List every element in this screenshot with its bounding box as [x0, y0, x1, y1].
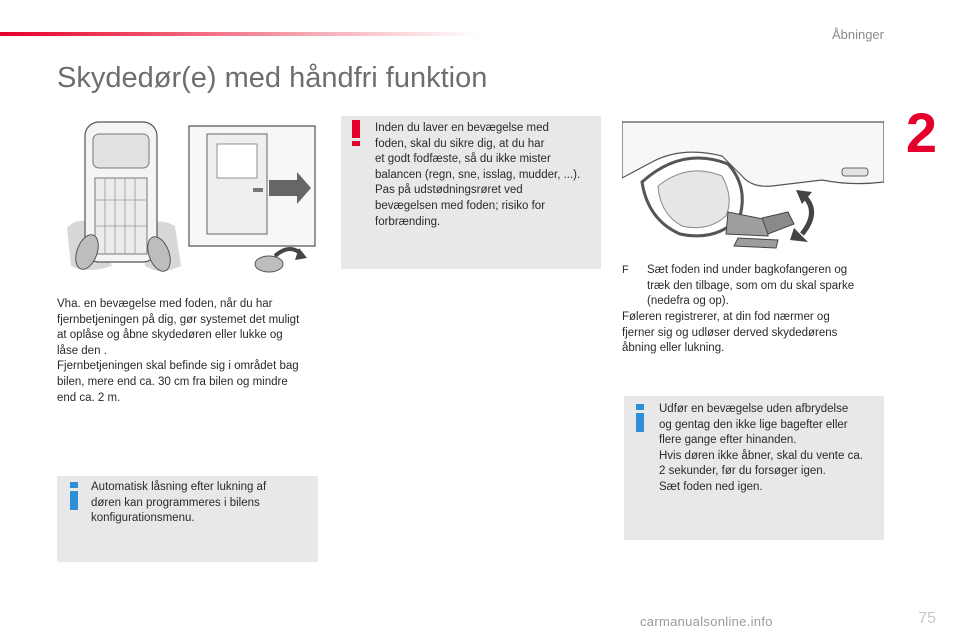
info-line: Hvis døren ikke åbner, skal du vente ca.	[659, 449, 863, 462]
instruction-bullet	[622, 263, 882, 310]
van-illustration	[57, 116, 319, 288]
intro-text	[57, 297, 319, 406]
warning-line: et godt fodfæste, så du ikke mister	[375, 153, 551, 166]
instruction-line: fjerner sig og udløser derved skydedørens	[622, 326, 838, 339]
warning-line: forbrænding.	[375, 215, 441, 228]
warning-box-text	[375, 121, 597, 230]
info-line: flere gange efter hinanden.	[659, 434, 797, 447]
info-icon	[70, 482, 78, 510]
warning-line: foden, skal du sikre dig, at du har	[375, 137, 545, 150]
page-title: Skydedør(e) med håndfri funktion	[57, 62, 488, 94]
info-box-right-text	[659, 402, 881, 496]
bullet-line: (nedefra og op).	[647, 295, 729, 308]
info-box-left-text	[91, 480, 311, 527]
instruction-line: Føleren registrerer, at din fod nærmer og	[622, 311, 830, 323]
bullet-line: træk den tilbage, som om du skal sparke	[647, 279, 855, 292]
warning-line: Inden du laver en bevægelse med	[375, 122, 549, 134]
intro-line: fjernbetjeningen på dig, gør systemet det muligt	[57, 313, 300, 326]
bullet-line: Sæt foden ind under bagkofangeren og	[647, 264, 848, 276]
info-line: Sæt foden ned igen.	[659, 480, 763, 493]
warning-line: balancen (regn, sne, isslag, mudder, ...).	[375, 168, 581, 181]
warning-line: bevægelsen med foden; risiko for	[375, 199, 546, 212]
info-line: døren kan programmeres i bilens	[91, 496, 260, 509]
info-line: konfigurationsmenu.	[91, 512, 195, 525]
bullet-text	[647, 263, 882, 310]
intro-line: låse den .	[57, 344, 107, 357]
chapter-number: 2	[905, 101, 936, 164]
intro-line: bilen, mere end ca. 30 cm fra bilen og mindre	[57, 375, 288, 388]
info-line: 2 sekunder, før du forsøger igen.	[659, 465, 826, 478]
header-accent-bar	[0, 32, 480, 36]
page-number: 75	[918, 610, 936, 627]
bumper-foot-illustration	[622, 116, 884, 252]
intro-line: end ca. 2 m.	[57, 391, 121, 404]
info-line: og gentag den ikke lige bagefter eller	[659, 418, 848, 431]
intro-line: Vha. en bevægelse med foden, når du har	[57, 298, 273, 310]
instruction-text	[622, 310, 884, 357]
watermark: carmanualsonline.info	[640, 614, 773, 629]
info-line: Automatisk låsning efter lukning af	[91, 481, 267, 493]
warning-icon	[352, 120, 360, 146]
section-name: Åbninger	[831, 27, 884, 42]
info-icon	[636, 404, 644, 432]
intro-line: at oplåse og åbne skydedøren eller lukke og	[57, 329, 283, 342]
instruction-line: åbning eller lukning.	[622, 342, 725, 355]
info-line: Udfør en bevægelse uden afbrydelse	[659, 403, 849, 415]
warning-line: Pas på udstødningsrøret ved	[375, 184, 523, 197]
intro-line: Fjernbetjeningen skal befinde sig i området bag	[57, 360, 299, 373]
bullet-symbol: F	[622, 264, 629, 276]
